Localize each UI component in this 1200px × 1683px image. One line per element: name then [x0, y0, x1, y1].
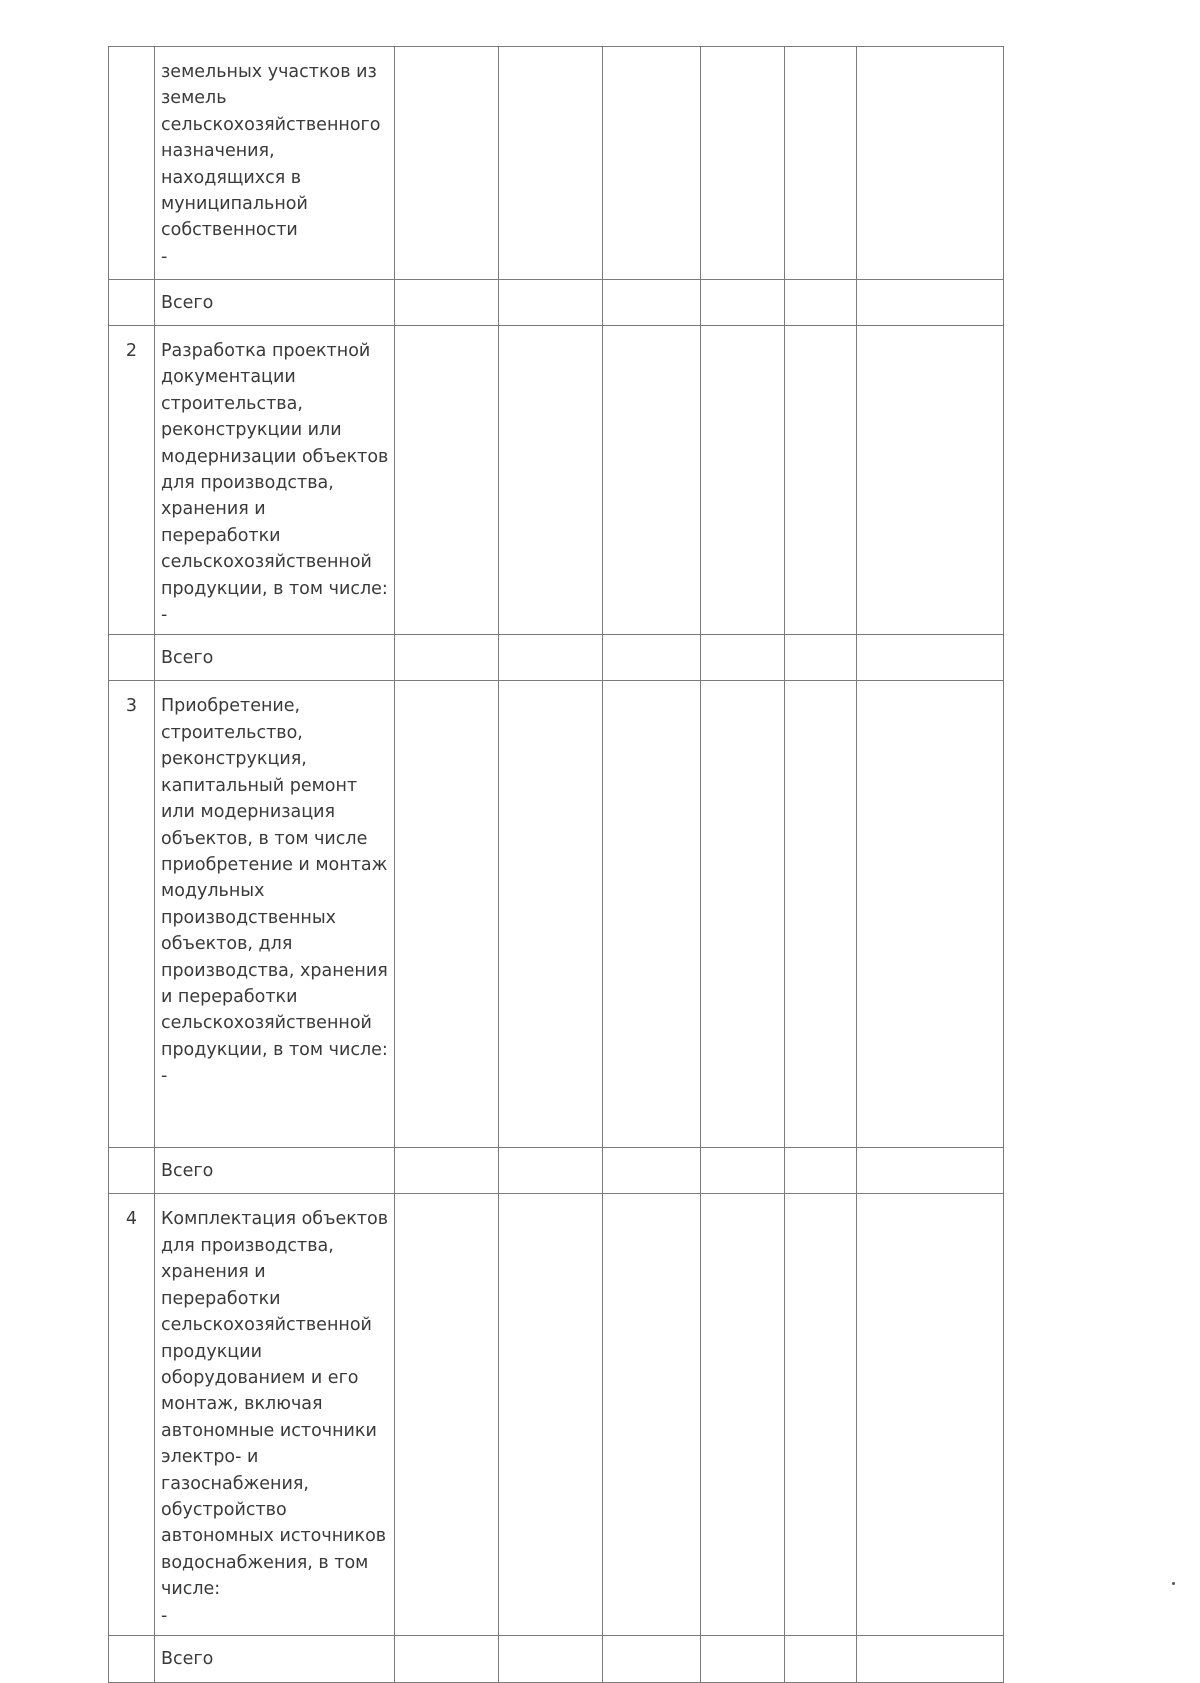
empty-cell	[603, 47, 701, 280]
empty-cell	[701, 326, 785, 635]
item-description: Комплектация объектов для производства, хранения и переработки сельскохозяйственной продукции оборудованием и его монтаж, включая автономные источники электро- и газоснабжения, обустройство автономных источников водоснабжения, в том числе: -	[155, 1194, 395, 1636]
empty-cell	[499, 681, 603, 1148]
empty-cell	[857, 47, 1004, 280]
row-number: 4	[109, 1194, 155, 1636]
empty-cell	[785, 326, 857, 635]
total-row	[109, 280, 1004, 326]
empty-cell	[857, 280, 1004, 326]
empty-cell	[499, 635, 603, 681]
empty-cell	[785, 1635, 857, 1682]
empty-cell	[603, 1194, 701, 1636]
total-label: Всего	[155, 1635, 395, 1682]
empty-cell	[395, 1194, 499, 1636]
empty-cell	[499, 1148, 603, 1194]
empty-cell	[701, 1194, 785, 1636]
empty-cell	[395, 635, 499, 681]
empty-cell	[857, 635, 1004, 681]
item-row	[109, 681, 1004, 1148]
empty-cell	[603, 681, 701, 1148]
empty-cell	[395, 1148, 499, 1194]
empty-cell	[395, 1635, 499, 1682]
empty-cell	[785, 280, 857, 326]
total-label: Всего	[155, 1148, 395, 1194]
item-description: Приобретение, строительство, реконструкция, капитальный ремонт или модернизация объектов, в том числе приобретение и монтаж модульных производственных объектов, для производства, хранения и переработки сельскохозяйственной продукции, в том числе: -	[155, 681, 395, 1148]
empty-cell	[857, 681, 1004, 1148]
empty-cell	[785, 1194, 857, 1636]
empty-cell	[857, 326, 1004, 635]
scan-speck	[1172, 1582, 1175, 1585]
row-number: 3	[109, 681, 155, 1148]
empty-cell	[701, 635, 785, 681]
empty-cell	[499, 326, 603, 635]
row-number	[109, 1148, 155, 1194]
empty-cell	[857, 1194, 1004, 1636]
empty-cell	[785, 47, 857, 280]
item-row	[109, 1194, 1004, 1636]
empty-cell	[603, 280, 701, 326]
empty-cell	[499, 47, 603, 280]
empty-cell	[785, 635, 857, 681]
empty-cell	[701, 280, 785, 326]
empty-cell	[499, 1194, 603, 1636]
empty-cell	[603, 635, 701, 681]
row-number: 2	[109, 326, 155, 635]
table-body	[109, 47, 1004, 1683]
funding-table	[108, 46, 1004, 1683]
empty-cell	[701, 681, 785, 1148]
empty-cell	[857, 1148, 1004, 1194]
empty-cell	[499, 280, 603, 326]
empty-cell	[395, 47, 499, 280]
empty-cell	[603, 1635, 701, 1682]
item-description: Разработка проектной документации строительства, реконструкции или модернизации объектов для производства, хранения и переработки сельскохозяйственной продукции, в том числе: -	[155, 326, 395, 635]
row-number	[109, 1635, 155, 1682]
total-row	[109, 635, 1004, 681]
row-number	[109, 47, 155, 280]
item-description: земельных участков из земель сельскохозяйственного назначения, находящихся в муниципальной собственности -	[155, 47, 395, 280]
empty-cell	[701, 1148, 785, 1194]
row-number	[109, 280, 155, 326]
empty-cell	[701, 1635, 785, 1682]
empty-cell	[857, 1635, 1004, 1682]
total-label: Всего	[155, 635, 395, 681]
total-row	[109, 1148, 1004, 1194]
empty-cell	[603, 326, 701, 635]
total-label: Всего	[155, 280, 395, 326]
item-row	[109, 326, 1004, 635]
empty-cell	[785, 1148, 857, 1194]
row-number	[109, 635, 155, 681]
empty-cell	[395, 326, 499, 635]
empty-cell	[785, 681, 857, 1148]
empty-cell	[701, 47, 785, 280]
total-row	[109, 1635, 1004, 1682]
empty-cell	[395, 681, 499, 1148]
empty-cell	[395, 280, 499, 326]
item-row	[109, 47, 1004, 280]
empty-cell	[499, 1635, 603, 1682]
empty-cell	[603, 1148, 701, 1194]
